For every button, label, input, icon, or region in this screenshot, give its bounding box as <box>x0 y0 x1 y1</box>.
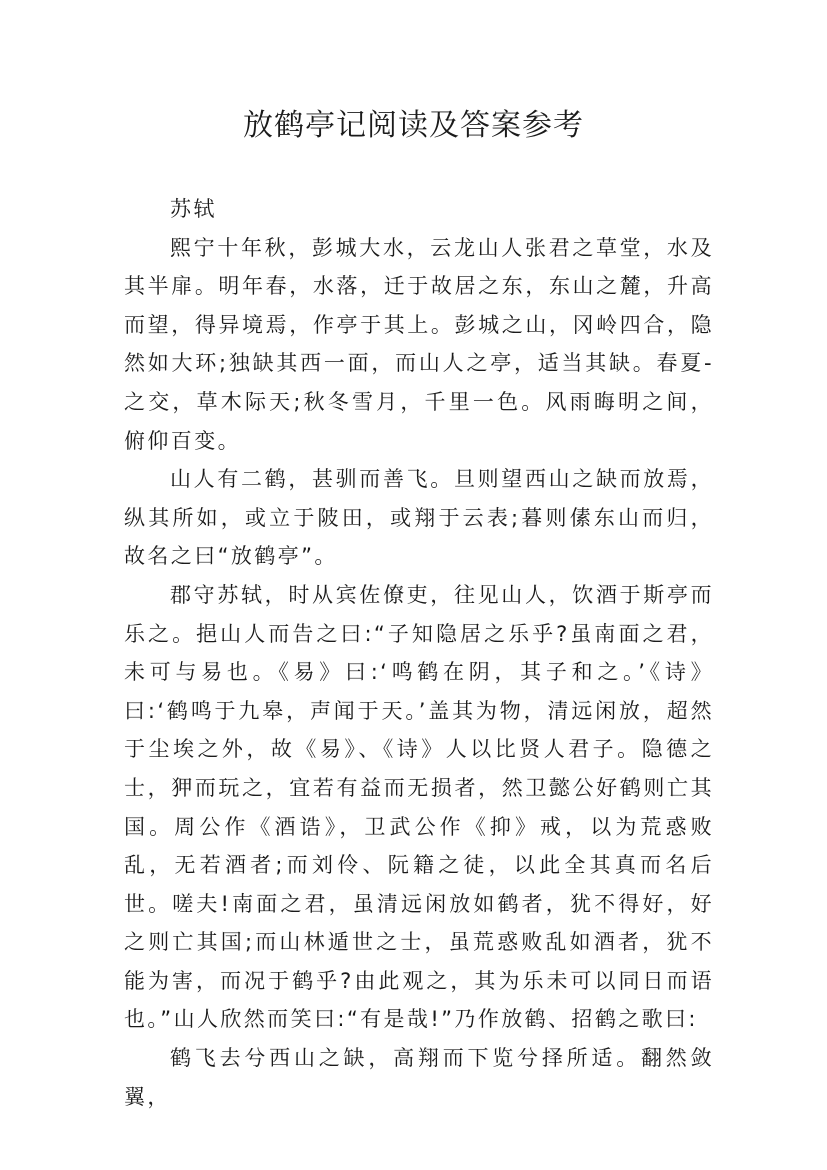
document-title: 放鹤亭记阅读及答案参考 <box>243 108 584 143</box>
paragraph-2: 山人有二鹤，甚驯而善飞。旦则望西山之缺而放焉，纵其所如，或立于陂田，或翔于云表;暮则傃东山而归，故名之曰“放鹤亭”。 <box>124 467 714 569</box>
paragraph-1: 熙宁十年秋，彭城大水，云龙山人张君之草堂，水及其半扉。明年春，水落，迁于故居之东，东山之麓，升高而望，得异境焉，作亭于其上。彭城之山，冈岭四合，隐然如大环;独缺其西一面，而山人之亭，适当其缺。春夏-之交，草木际天;秋冬雪月，千里一色。风雨晦明之间，俯仰百变。 <box>124 235 714 453</box>
document-body <box>124 190 714 1116</box>
author-name: 苏轼 <box>170 197 217 221</box>
paragraph-3: 郡守苏轼，时从宾佐僚吏，往见山人，饮酒于斯亭而乐之。挹山人而告之曰:“子知隐居之乐乎?虽南面之君，未可与易也。《易》曰:‘鸣鹤在阴，其子和之。’《诗》曰:‘鹤鸣于九皋，声闻于天。’盖其为物，清远闲放，超然于尘埃之外，故《易》、《诗》人以比贤人君子。隐德之士，狎而玩之，宜若有益而无损者，然卫懿公好鹤则亡其国。周公作《酒诰》，卫武公作《抑》戒，以为荒惑败乱，无若酒者;而刘伶、阮籍之徒，以此全其真而名后世。嗟夫!南面之君，虽清远闲放如鹤者，犹不得好，好之则亡其国;而山林遁世之士，虽荒惑败乱如酒者，犹不能为害，而况于鹤乎?由此观之，其为乐未可以同日而语也。”山人欣然而笑曰:“有是哉!”乃作放鹤、招鹤之歌曰: <box>124 582 714 1032</box>
paragraph-4: 鹤飞去兮西山之缺，高翔而下览兮择所适。翻然敛翼， <box>124 1046 714 1109</box>
